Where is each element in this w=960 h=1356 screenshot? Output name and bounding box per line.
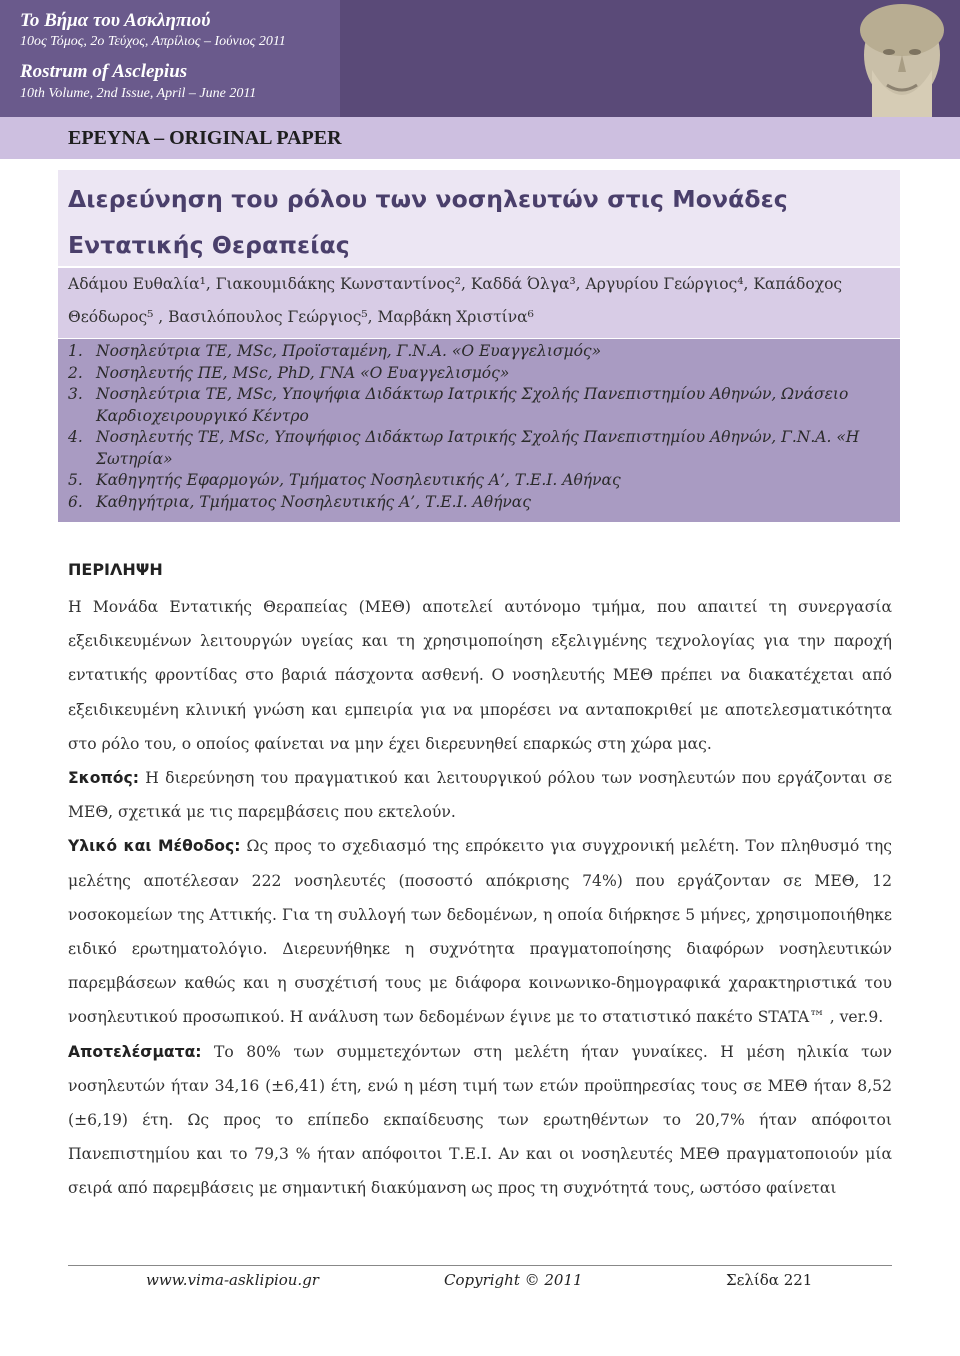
affiliation-text: Νοσηλεύτρια ΤΕ, MSc, Υποψήφια Διδάκτωρ Ιατρικής Σχολής Πανεπιστημίου Αθηνών, Ωνάσειο Καρδιοχειρουργικό Κέντρο (96, 385, 849, 425)
authors-box (58, 268, 900, 338)
asclepius-bust-icon (842, 0, 960, 117)
author-list: Αδάμου Ευθαλία¹, Γιακουμιδάκης Κωνσταντίνος², Καδδά Όλγα³, Αργυρίου Γεώργιος⁴, Καπάδοχος Θεόδωρος⁵ , Βασιλόπουλος Γεώργιος⁵, Μαρβάκη Χριστίνα⁶ (68, 275, 843, 326)
abstract-methods-paragraph (68, 829, 892, 1034)
issue-info-english: 10th Volume, 2nd Issue, April – June 2011 (20, 86, 257, 101)
journal-masthead (20, 10, 286, 104)
issue-info-greek: 10ος Τόμος, 2ο Τεύχος, Απρίλιος – Ιούνιος 2011 (20, 34, 286, 49)
affiliation-number: 1. (68, 342, 83, 360)
affiliation-item (68, 341, 898, 363)
affiliation-number: 6. (68, 492, 83, 511)
affiliation-text: Καθηγητής Εφαρμογών, Τμήματος Νοσηλευτικής Α’, Τ.Ε.Ι. Αθήνας (96, 471, 621, 489)
affiliation-item (68, 427, 898, 470)
section-bar (0, 117, 960, 159)
affiliation-list (68, 341, 898, 513)
affiliations-box (58, 339, 900, 522)
methods-text: Ως προς το σχεδιασμό της επρόκειτο για συγχρονική μελέτη. Τον πληθυσμό της μελέτης αποτέλεσαν 222 νοσηλευτές (ποσοστό απόκρισης 74%) που εργάζονταν σε ΜΕΘ, 12 νοσοκομείων της Αττικής. Για τη συλλογή των δεδομένων, η οποία διήρκησε 5 μήνες, χρησιμοποιήθηκε ειδικό ερωτηματολόγιο. Διερευνήθηκε η συχνότητα πραγματοποίησης διαφόρων νοσηλευτικών παρεμβάσεων καθώς και η συσχέτισή τους με διάφορα κοινωνικο-δημογραφικά χαρακτηριστικά του νοσηλευτικού προσωπικού. Η ανάλυση των δεδομένων έγινε με το στατιστικό πακέτο STATA™ , ver.9. (68, 837, 892, 1027)
abstract-aim-paragraph (68, 761, 892, 829)
footer-page-number: Σελίδα 221 (726, 1271, 813, 1289)
article-title: Διερεύνηση του ρόλου των νοσηλευτών στις Μονάδες Εντατικής Θεραπείας (68, 185, 788, 259)
affiliation-item (68, 470, 898, 492)
affiliation-item (68, 492, 898, 514)
results-text: Το 80% των συμμετεχόντων στη μελέτη ήταν γυναίκες. Η μέση ηλικία των νοσηλευτών ήταν 34,16 (±6,41) έτη, ενώ η μέση τιμή των ετών προϋπηρεσίας τους σε ΜΕΘ ήταν 8,52 (±6,19) έτη. Ως προς το επίπεδο εκπαίδευσης των ερωτηθέντων το 20,7% ήταν απόφοιτοι Πανεπιστημίου και το 79,3 % ήταν απόφοιτοι Τ.Ε.Ι. Αν και οι νοσηλευτές ΜΕΘ πραγματοποιούν μία σειρά από παρεμβάσεις με σημαντική διακύμανση ως προς τη συχνότητά τους, ωστόσο φαίνεται (68, 1042, 892, 1198)
affiliation-number: 3. (68, 385, 83, 403)
abstract-body (68, 590, 892, 1206)
affiliation-number: 4. (68, 428, 83, 446)
affiliation-text: Νοσηλεύτρια ΤΕ, MSc, Προϊσταμένη, Γ.Ν.Α. «Ο Ευαγγελισμός» (96, 342, 602, 360)
aim-text: Η διερεύνηση του πραγματικού και λειτουργικού ρόλου των νοσηλευτών που εργάζονται σε ΜΕΘ, σχετικά με τις παρεμβάσεις που εκτελούν. (68, 769, 892, 822)
journal-title-greek: Το Βήμα του Ασκληπιού (20, 10, 211, 31)
abstract-intro: Η Μονάδα Εντατικής Θεραπείας (ΜΕΘ) αποτελεί αυτόνομο τμήμα, που απαιτεί τη συνεργασία εξειδικευμένων λειτουργών υγείας και τη χρησιμοποίηση εξελιγμένης τεχνολογίας για την παροχή εντατικής φροντίδας στο βαριά πάσχοντα ασθενή. Ο νοσηλευτής ΜΕΘ πρέπει να διακατέχεται από εξειδικευμένη κλινική γνώση και εμπειρία για να μπορέσει να ανταποκριθεί με αποτελεσματικότητα στο ρόλο του, ο οποίος φαίνεται να μην έχει διερευνηθεί επαρκώς στη χώρα μας. (68, 598, 892, 753)
section-label: ΕΡΕΥΝΑ – ORIGINAL PAPER (68, 127, 342, 149)
footer-divider (68, 1265, 892, 1266)
title-box (58, 170, 900, 266)
aim-label: Σκοπός: (68, 769, 139, 788)
journal-title-english: Rostrum of Asclepius (20, 61, 188, 82)
footer-website: www.vima-asklipiou.gr (146, 1271, 319, 1289)
affiliation-number: 2. (68, 363, 83, 382)
affiliation-item (68, 363, 898, 385)
results-label: Αποτελέσματα: (68, 1042, 202, 1061)
methods-label: Υλικό και Μέθοδος: (68, 837, 241, 856)
affiliation-text: Καθηγήτρια, Τμήματος Νοσηλευτικής Α’, Τ.Ε.Ι. Αθήνας (96, 492, 531, 511)
affiliation-item (68, 384, 898, 427)
abstract-results-paragraph (68, 1035, 892, 1206)
affiliation-text: Νοσηλευτής ΠΕ, MSc, PhD, ΓΝΑ «Ο Ευαγγελισμός» (96, 363, 510, 382)
abstract-heading: ΠΕΡΙΛΗΨΗ (68, 560, 163, 579)
journal-banner (0, 0, 960, 117)
affiliation-text: Νοσηλευτής ΤΕ, MSc, Υποψήφιος Διδάκτωρ Ιατρικής Σχολής Πανεπιστημίου Αθηνών, Γ.Ν.Α. «Η Σωτηρία» (96, 428, 860, 468)
affiliation-number: 5. (68, 471, 83, 489)
footer-copyright: Copyright © 2011 (444, 1271, 583, 1289)
